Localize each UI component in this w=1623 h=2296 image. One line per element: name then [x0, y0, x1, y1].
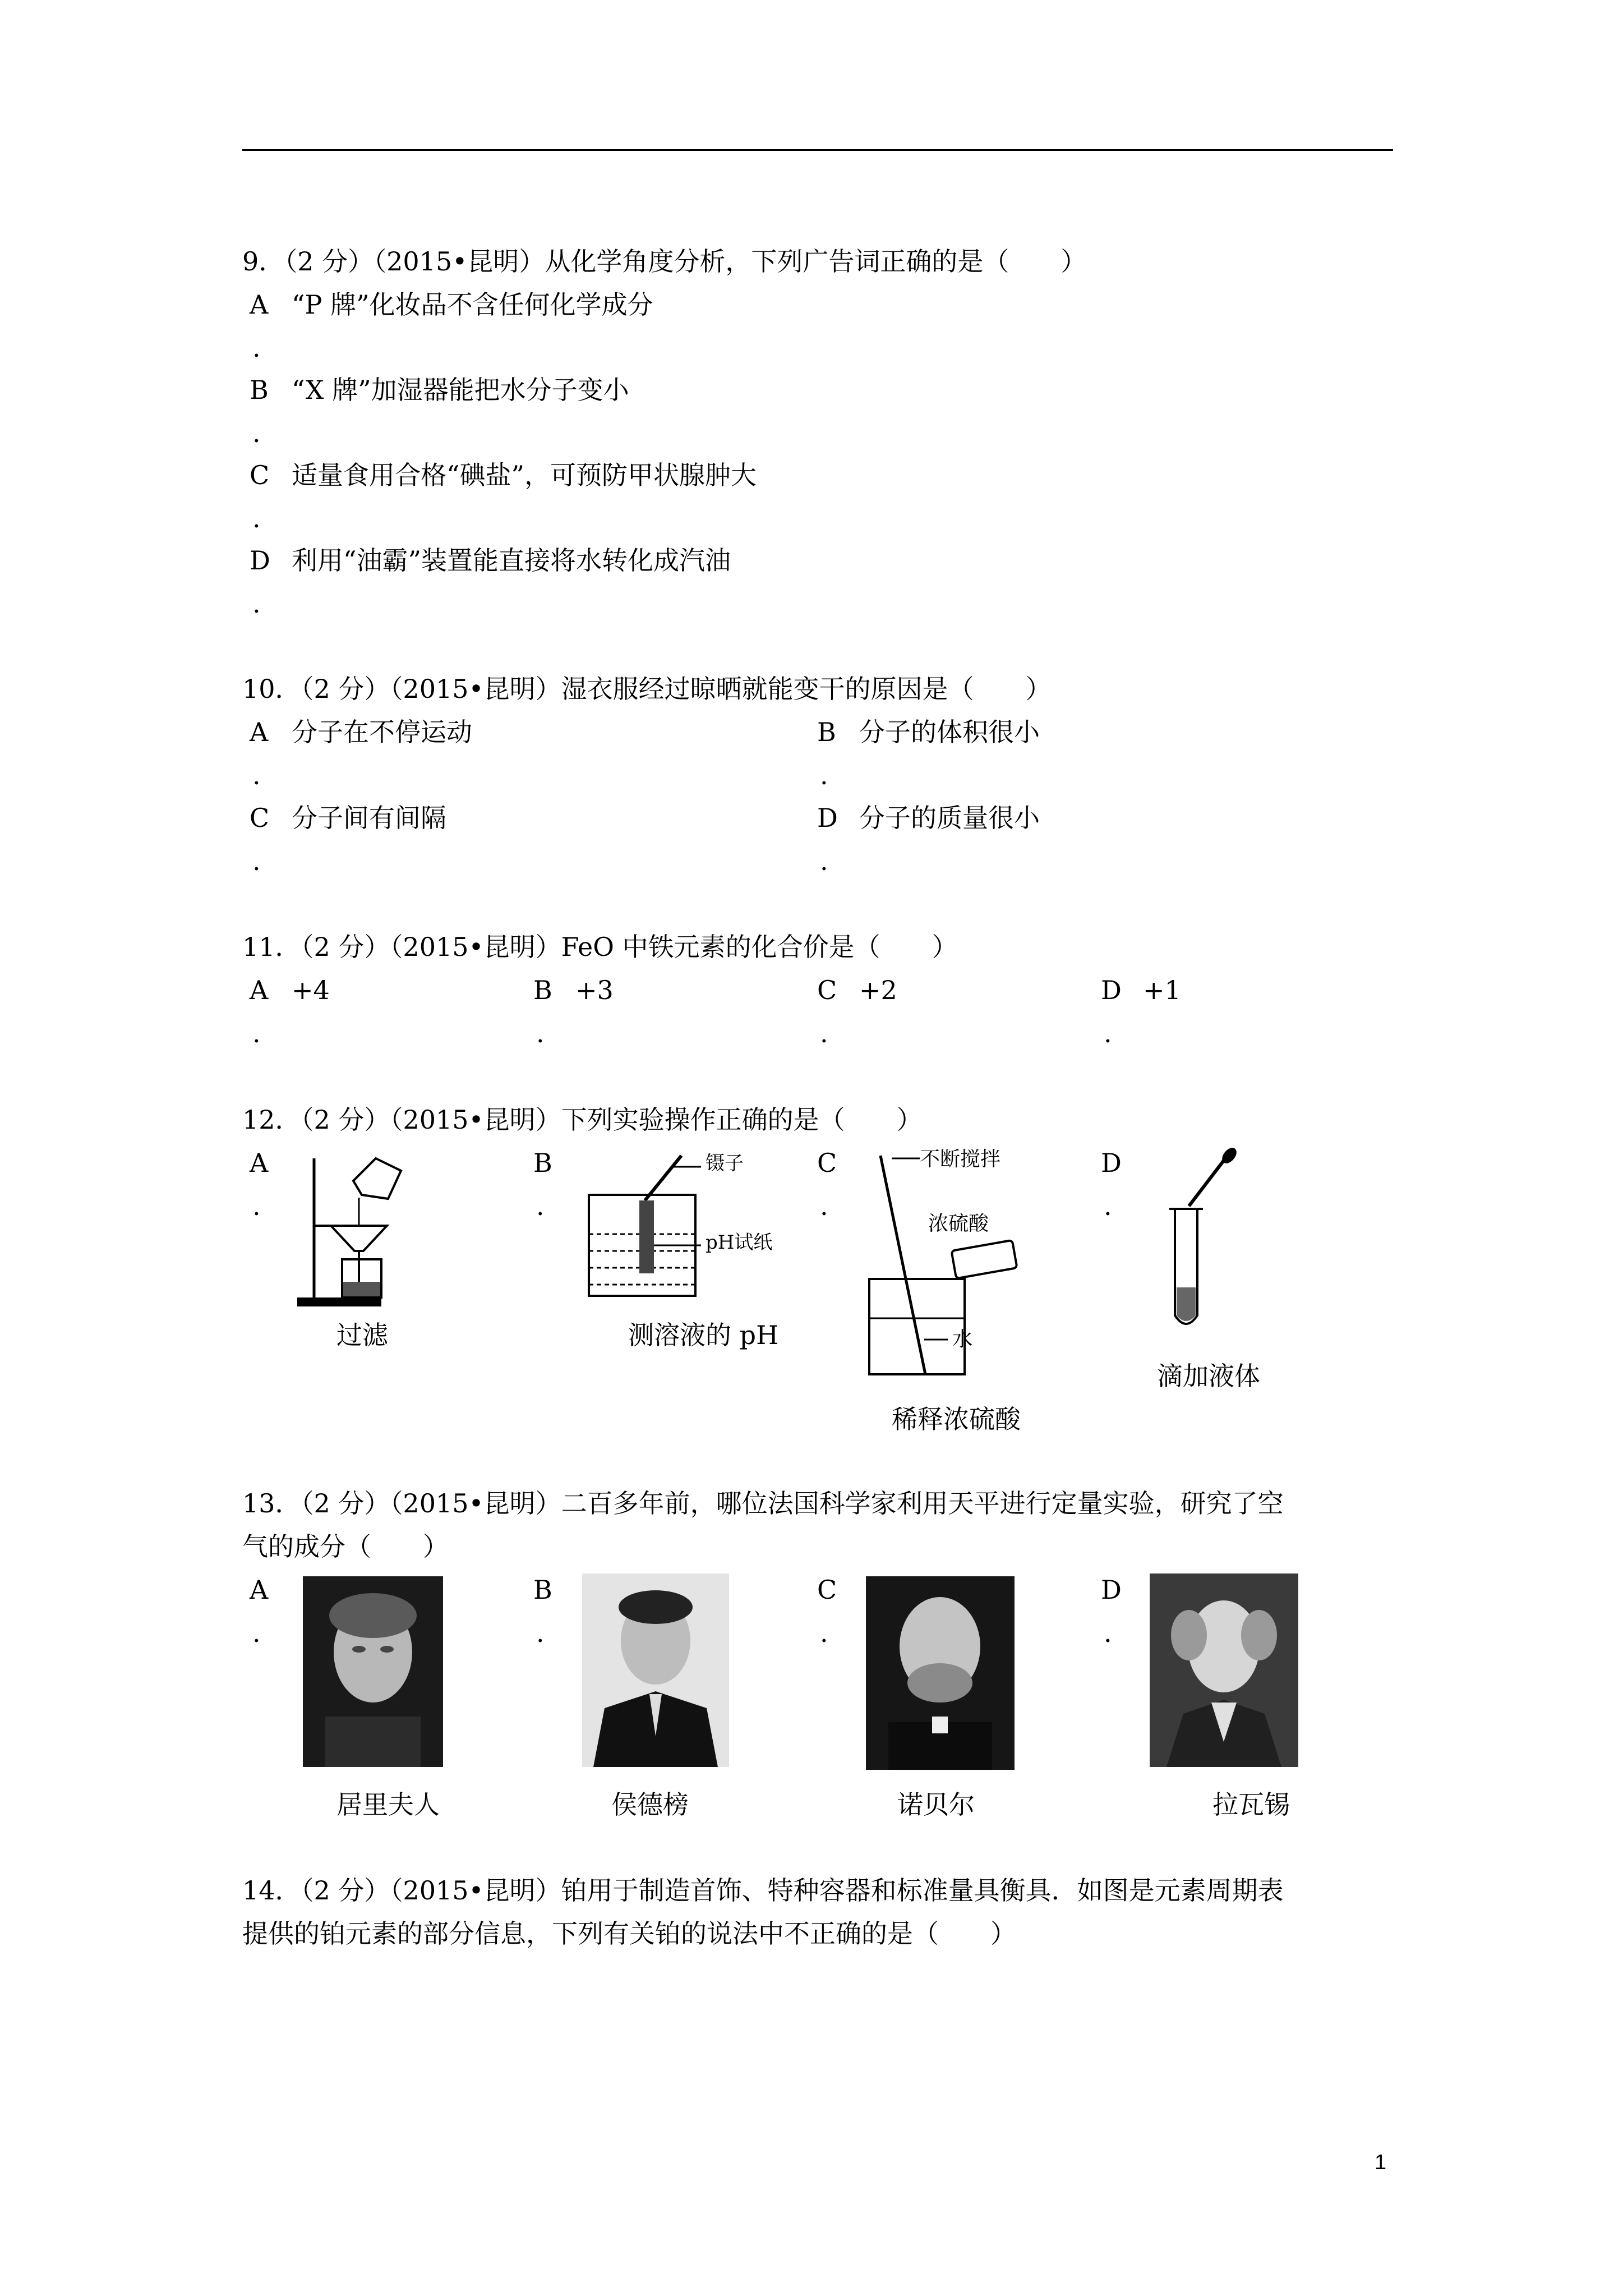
q13-option-b-dot: .: [536, 1618, 545, 1648]
q13-option-a-letter[interactable]: A: [250, 1575, 269, 1605]
q11-option-a-letter[interactable]: A: [250, 975, 269, 1005]
q10-option-b-dot: .: [820, 760, 828, 790]
tweezers-label: 镊子: [706, 1152, 744, 1175]
q11-option-d-text[interactable]: +1: [1143, 975, 1181, 1005]
q12-option-b-caption: 测溶液的 pH: [628, 1320, 779, 1350]
q11-option-a-text[interactable]: +4: [292, 975, 330, 1005]
q12-option-b-dot: .: [536, 1191, 545, 1221]
q10-option-a-dot: .: [252, 760, 261, 790]
portrait-curie[interactable]: [303, 1576, 443, 1767]
q10-option-b-text[interactable]: 分子的体积很小: [859, 717, 1040, 747]
q11-option-a-dot: .: [252, 1018, 261, 1048]
q13-option-c-dot: .: [820, 1618, 828, 1648]
q10-stem: 10．（2 分）（2015•昆明）湿衣服经过晾晒就能变干的原因是（ ）: [242, 674, 1052, 704]
filtration-diagram[interactable]: [292, 1147, 421, 1310]
q12-option-d-dot: .: [1104, 1191, 1112, 1221]
q11-option-b-text[interactable]: +3: [575, 975, 614, 1005]
conc-sulfuric-label: 浓硫酸: [928, 1212, 989, 1235]
q13-option-d-letter[interactable]: D: [1101, 1575, 1122, 1605]
portrait-lavoisier[interactable]: [1150, 1573, 1298, 1767]
q11-option-c-dot: .: [820, 1018, 828, 1048]
q14-stem-line1: 14．（2 分）（2015•昆明）铂用于制造首饰、特种容器和标准量具衡具．如图是元素周期表: [242, 1875, 1284, 1906]
q9-option-a-dot: .: [252, 333, 261, 363]
q10-option-c-letter[interactable]: C: [250, 803, 270, 833]
dilution-diagram[interactable]: [858, 1150, 1094, 1386]
q11-option-d-letter[interactable]: D: [1101, 975, 1122, 1005]
q13-option-a-dot: .: [252, 1618, 261, 1648]
q12-option-a-letter[interactable]: A: [250, 1148, 269, 1178]
portrait-hou-debang[interactable]: [582, 1573, 729, 1767]
q12-option-c-caption: 稀释浓硫酸: [892, 1404, 1021, 1434]
q11-option-b-letter[interactable]: B: [533, 975, 552, 1005]
q11-stem: 11．（2 分）（2015•昆明）FeO 中铁元素的化合价是（ ）: [242, 932, 958, 962]
q13-stem-line2: 气的成分（ ）: [242, 1531, 449, 1562]
q9-option-b-dot: .: [252, 418, 261, 448]
q11-option-c-text[interactable]: +2: [859, 975, 897, 1005]
dropper-diagram[interactable]: [1144, 1147, 1256, 1332]
q11-option-b-dot: .: [536, 1018, 545, 1048]
q13-option-b-letter[interactable]: B: [533, 1575, 552, 1605]
water-label: 水: [952, 1328, 973, 1351]
q12-option-d-letter[interactable]: D: [1101, 1148, 1122, 1178]
q9-option-c-letter[interactable]: C: [250, 460, 270, 490]
q9-stem: 9．（2 分）（2015•昆明）从化学角度分析，下列广告词正确的是（ ）: [242, 246, 1087, 277]
stir-label: 不断搅拌: [920, 1148, 1001, 1171]
q12-option-a-caption: 过滤: [336, 1320, 388, 1350]
q13-option-d-caption: 拉瓦锡: [1212, 1789, 1290, 1820]
q11-option-c-letter[interactable]: C: [817, 975, 837, 1005]
q12-option-c-dot: .: [820, 1191, 828, 1221]
page-number: 1: [1375, 2151, 1387, 2174]
q12-option-c-letter[interactable]: C: [817, 1148, 837, 1178]
q13-option-d-dot: .: [1104, 1618, 1112, 1648]
q12-stem: 12．（2 分）（2015•昆明）下列实验操作正确的是（ ）: [242, 1105, 923, 1135]
q10-option-d-letter[interactable]: D: [817, 803, 838, 833]
q12-option-d-caption: 滴加液体: [1157, 1361, 1260, 1391]
ph-paper-label: pH试纸: [706, 1231, 773, 1254]
q14-stem-line2: 提供的铂元素的部分信息，下列有关铂的说法中不正确的是（ ）: [242, 1918, 1016, 1949]
q12-option-a-dot: .: [252, 1191, 261, 1221]
q9-option-b-letter[interactable]: B: [250, 375, 269, 405]
q12-option-b-letter[interactable]: B: [533, 1148, 552, 1178]
portrait-nobel[interactable]: [866, 1576, 1015, 1770]
q10-option-c-dot: .: [252, 846, 261, 876]
q11-option-d-dot: .: [1104, 1018, 1112, 1048]
q9-option-d-letter[interactable]: D: [250, 545, 270, 576]
q13-stem-line1: 13．（2 分）（2015•昆明）二百多年前，哪位法国科学家利用天平进行定量实验，研究了空: [242, 1488, 1284, 1519]
ph-test-diagram[interactable]: [583, 1150, 785, 1301]
q9-option-c-text[interactable]: 适量食用合格“碘盐”，可预防甲状腺肿大: [292, 460, 757, 490]
header-rule: [242, 149, 1393, 151]
q13-option-a-caption: 居里夫人: [336, 1789, 440, 1820]
q10-option-b-letter[interactable]: B: [817, 717, 836, 747]
q10-option-a-letter[interactable]: A: [250, 717, 269, 747]
q10-option-d-dot: .: [820, 846, 828, 876]
q10-option-d-text[interactable]: 分子的质量很小: [859, 803, 1040, 833]
q13-option-b-caption: 侯德榜: [611, 1789, 689, 1820]
q13-option-c-caption: 诺贝尔: [897, 1789, 975, 1820]
q9-option-d-text[interactable]: 利用“油霸”装置能直接将水转化成汽油: [292, 545, 731, 576]
q10-option-c-text[interactable]: 分子间有间隔: [292, 803, 446, 833]
q13-option-c-letter[interactable]: C: [817, 1575, 837, 1605]
q9-option-a-letter[interactable]: A: [250, 289, 269, 320]
q9-option-b-text[interactable]: “X 牌”加湿器能把水分子变小: [292, 375, 629, 405]
q10-option-a-text[interactable]: 分子在不停运动: [292, 717, 472, 747]
q9-option-d-dot: .: [252, 588, 261, 619]
q9-option-c-dot: .: [252, 503, 261, 533]
q9-option-a-text[interactable]: “P 牌”化妆品不含任何化学成分: [292, 289, 653, 320]
